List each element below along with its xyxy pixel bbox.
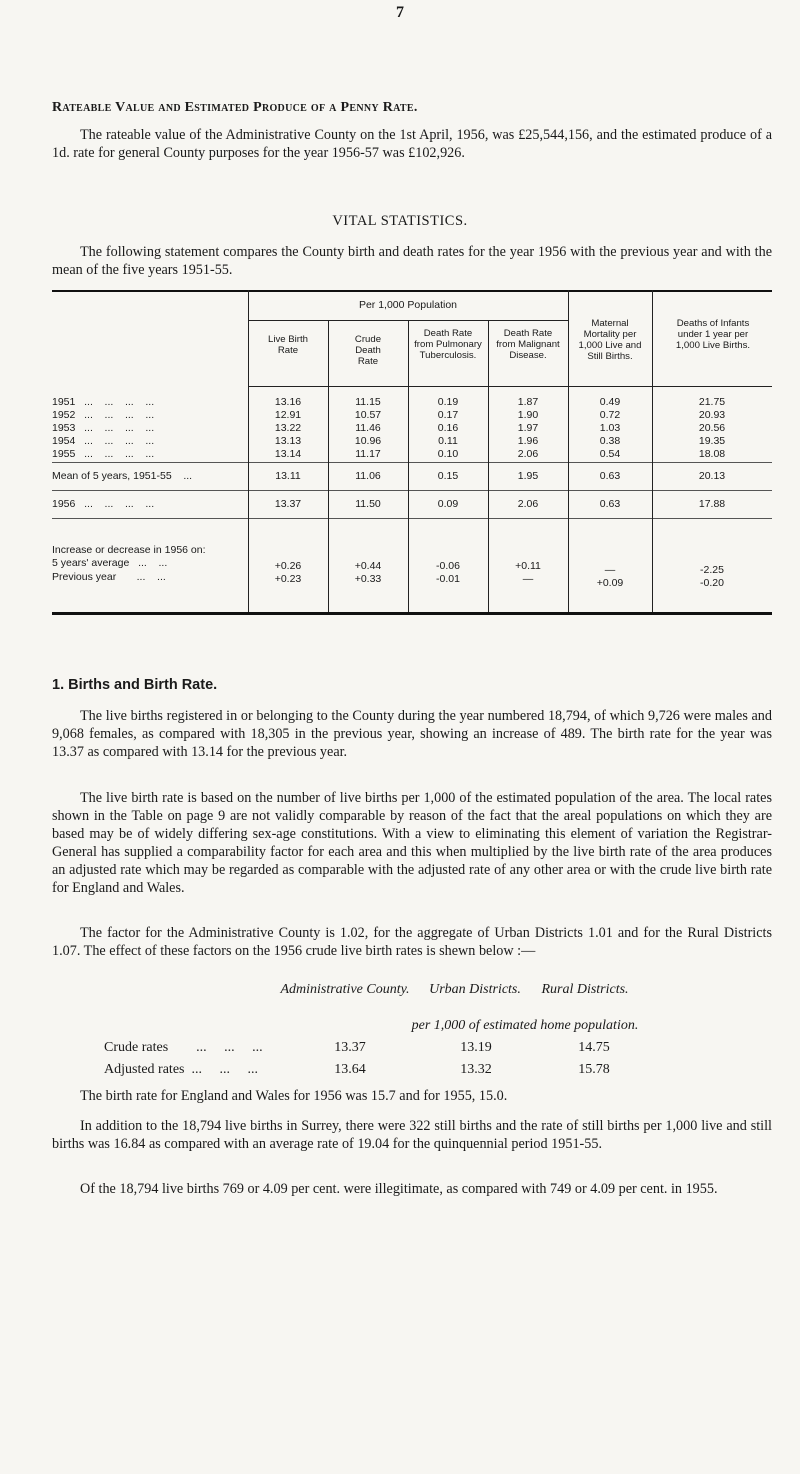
row-label-1956: 1956 ... ... ... ...: [52, 498, 155, 510]
row-rule-1: [52, 462, 772, 463]
header-maternal-mortality: Maternal Mortality per 1,000 Live and Still Births.: [578, 318, 642, 362]
births-paragraph-6: Of the 18,794 live births 769 or 4.09 per cent. were illegitimate, as compared with 749 or 4.09 per cent. in 1955.: [80, 1181, 718, 1197]
cell: 0.54: [599, 448, 621, 460]
comparison-value: 14.75: [578, 1040, 610, 1055]
comparison-col-admin: Administrative County.: [280, 982, 410, 997]
cell: 0.10: [437, 448, 459, 460]
births-paragraph-2: The live birth rate is based on the number of live births per 1,000 of the estimated population of the area. The local rates shown in the Table on page 9 are not validly comparable by reason of the fact that the areal populations on which they are based may be of widely differing sex-age constitutions. With a view to eliminating this element of variation the Registrar-General has supplied a comparability factor for each area and this when multiplied by the live birth rate of the area produces an adjusted rate which may be regarded as comparable with the adjusted rate of any other area or with the crude live birth rate for England and Wales.: [52, 790, 772, 896]
row-rule-3: [52, 518, 772, 519]
comparison-col-rural: Rural Districts.: [541, 982, 629, 997]
header-crude-death-rate: Crude Death Rate: [354, 334, 382, 367]
cell: 10.57: [354, 409, 382, 421]
cell: 13.11: [275, 470, 301, 482]
header-pulmonary-tb: Death Rate from Pulmonary Tuberculosis.: [414, 328, 482, 361]
header-infant-deaths: Deaths of Infants under 1 year per 1,000 Live Births.: [675, 318, 751, 351]
cell: 20.56: [698, 422, 726, 434]
births-paragraph-5: In addition to the 18,794 live births in Surrey, there were 322 still births and the rate of still births per 1,000 live and still births was 16.84 as compared with an average rate of 19.04 for the quinquennial period 1951-55.: [52, 1118, 772, 1152]
header-bottom-rule: [248, 386, 772, 387]
comparison-row-adjusted: Adjusted rates ... ... ...: [104, 1062, 258, 1077]
cell: +0.44: [354, 560, 382, 572]
cell: 0.63: [599, 470, 621, 482]
row-label-five-year-avg: 5 years' average ... ...: [52, 557, 168, 569]
cell: 1.87: [517, 396, 539, 408]
table-top-rule: [52, 290, 772, 292]
cell: 0.38: [599, 435, 621, 447]
comparison-col-urban: Urban Districts.: [429, 982, 521, 997]
cell: 0.63: [599, 498, 621, 510]
cell: 19.35: [698, 435, 726, 447]
rateable-text: The rateable value of the Administrative County on the 1st April, 1956, was £25,544,156, and the estimated produce of a 1d. rate for general County purposes for the year 1956-57 was £102,926.: [52, 127, 772, 161]
header-malignant-disease: Death Rate from Malignant Disease.: [496, 328, 560, 361]
cell: —: [522, 573, 534, 585]
cell: 13.22: [274, 422, 302, 434]
cell: 0.49: [599, 396, 621, 408]
cell: 1.90: [517, 409, 539, 421]
rateable-heading: Rateable Value and Estimated Produce of a Penny Rate.: [52, 100, 418, 115]
row-rule-2: [52, 490, 772, 491]
cell: 0.11: [438, 435, 458, 447]
row-label-1955: 1955 ... ... ... ...: [52, 448, 155, 460]
cell: 11.06: [355, 470, 381, 482]
comparison-value: 13.32: [460, 1062, 492, 1077]
cell: 0.72: [599, 409, 621, 421]
cell: —: [604, 564, 616, 576]
vline-5: [652, 290, 653, 612]
cell: +0.33: [354, 573, 382, 585]
cell: 0.16: [437, 422, 459, 434]
births-heading: 1. Births and Birth Rate.: [52, 677, 218, 693]
cell: +0.26: [274, 560, 302, 572]
cell: 13.13: [274, 435, 302, 447]
row-label-1953: 1953 ... ... ... ...: [52, 422, 155, 434]
row-label-1952: 1952 ... ... ... ...: [52, 409, 155, 421]
cell: 11.15: [355, 396, 381, 408]
cell: 12.91: [274, 409, 302, 421]
cell: +0.09: [596, 577, 624, 589]
cell: 0.17: [437, 409, 459, 421]
cell: 20.13: [698, 470, 726, 482]
cell: +0.11: [515, 560, 541, 572]
cell: 0.15: [437, 470, 459, 482]
cell: 18.08: [698, 448, 726, 460]
comparison-row-crude: Crude rates ... ... ...: [104, 1040, 263, 1055]
cell: 11.50: [355, 498, 381, 510]
births-paragraph-4: The birth rate for England and Wales for 1956 was 15.7 and for 1955, 15.0.: [80, 1088, 508, 1104]
row-label-1954: 1954 ... ... ... ...: [52, 435, 155, 447]
row-label-1951: 1951 ... ... ... ...: [52, 396, 155, 408]
comparison-value: 13.19: [460, 1040, 492, 1055]
vital-statistics-title: VITAL STATISTICS.: [332, 213, 468, 229]
group-header: Per 1,000 Population: [358, 299, 458, 311]
cell: 13.37: [274, 498, 302, 510]
table-bottom-rule: [52, 612, 772, 615]
cell: 1.97: [517, 422, 539, 434]
row-label-previous-year: Previous year ... ...: [52, 571, 166, 583]
cell: 1.03: [599, 422, 621, 434]
comparison-value: 15.78: [578, 1062, 610, 1077]
cell: 0.09: [437, 498, 459, 510]
births-paragraph-1: The live births registered in or belonging to the County during the year numbered 18,794, of which 9,726 were males and 9,068 females, as compared with 18,305 in the previous year, showing an increase of 489. The birth rate for the year was 13.37 as compared with 13.14 for the previous year.: [52, 708, 772, 760]
vline-4: [568, 290, 569, 612]
vital-statistics-table: [52, 290, 772, 615]
cell: 17.88: [698, 498, 726, 510]
cell: 13.14: [274, 448, 302, 460]
cell: -0.06: [436, 560, 460, 572]
cell: 11.17: [355, 448, 381, 460]
cell: -2.25: [700, 564, 724, 576]
cell: 1.96: [517, 435, 539, 447]
row-label-change-heading: Increase or decrease in 1956 on:: [52, 544, 206, 556]
cell: 13.16: [274, 396, 302, 408]
cell: 2.06: [517, 498, 539, 510]
cell: 10.96: [354, 435, 382, 447]
comparison-unit: per 1,000 of estimated home population.: [411, 1018, 639, 1033]
comparison-value: 13.37: [334, 1040, 366, 1055]
cell: 20.93: [698, 409, 726, 421]
cell: 21.75: [698, 396, 726, 408]
header-live-birth-rate: Live Birth Rate: [268, 334, 308, 356]
cell: 0.19: [437, 396, 459, 408]
births-paragraph-3: The factor for the Administrative County is 1.02, for the aggregate of Urban Districts 1.01 and for the Rural Districts 1.07. The effect of these factors on the 1956 crude live birth rates is shewn below :—: [52, 925, 772, 959]
cell: -0.20: [700, 577, 724, 589]
cell: -0.01: [436, 573, 460, 585]
row-label-mean: Mean of 5 years, 1951-55 ...: [52, 470, 193, 482]
vital-intro: The following statement compares the County birth and death rates for the year 1956 with the previous year and with the mean of the five years 1951-55.: [52, 244, 772, 278]
comparison-value: 13.64: [334, 1062, 366, 1077]
cell: 1.95: [517, 470, 539, 482]
page-number: 7: [396, 4, 404, 21]
cell: 11.46: [355, 422, 381, 434]
cell: 2.06: [517, 448, 539, 460]
cell: +0.23: [274, 573, 302, 585]
